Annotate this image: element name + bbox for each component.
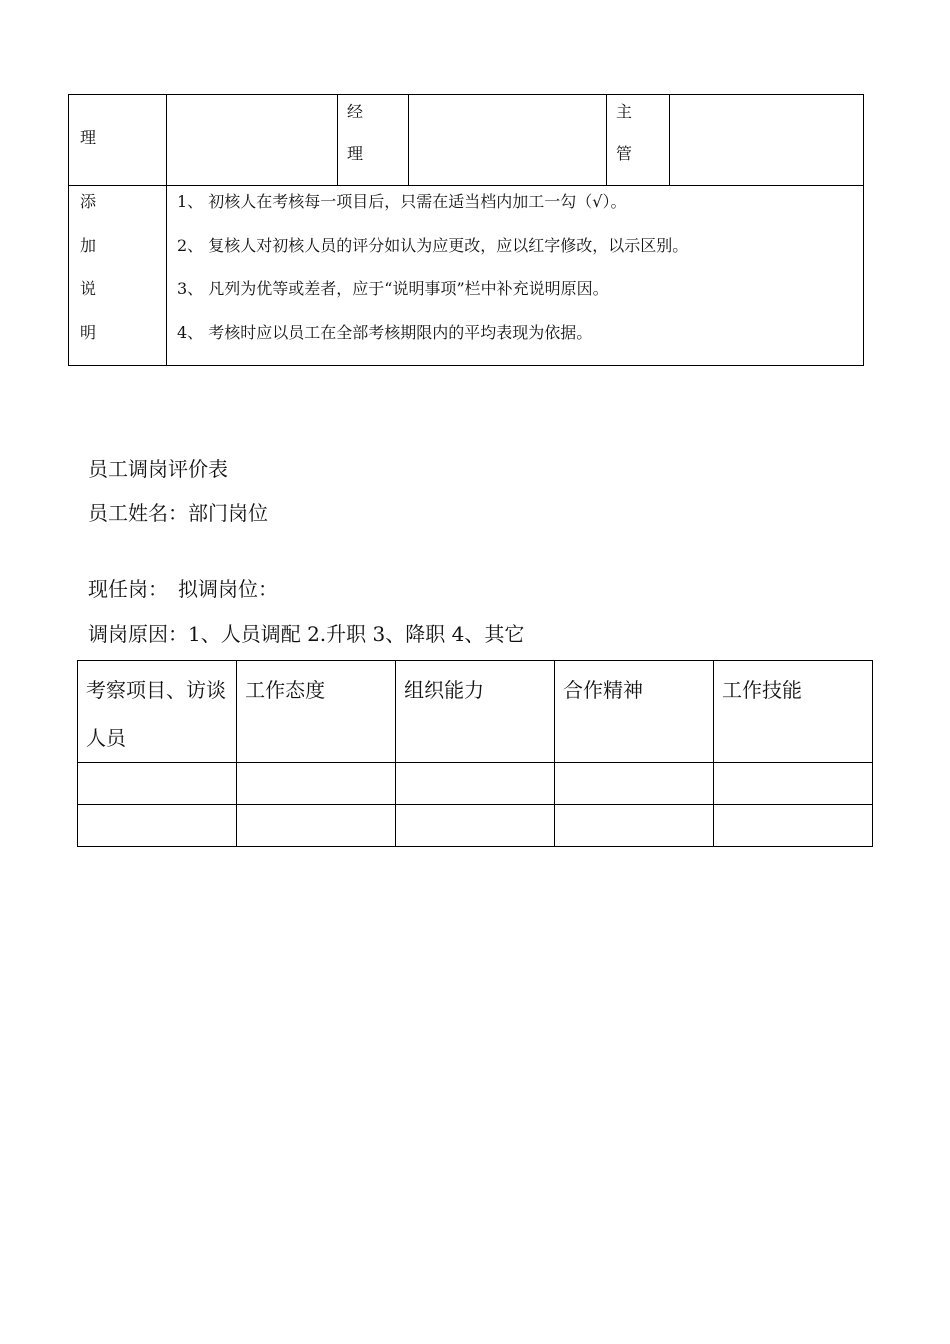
notes-row <box>69 186 864 366</box>
header-cell <box>78 661 237 763</box>
notes-label-char: 加 <box>80 235 97 255</box>
input-cell[interactable] <box>396 805 555 847</box>
note-item: 1、 初核人在考核每一项目后，只需在适当档内加工一勾（√）。 <box>177 192 627 211</box>
supervisor-label-char: 主 <box>616 102 633 121</box>
current-post-label: 现任岗： <box>88 577 168 601</box>
input-cell[interactable] <box>555 763 714 805</box>
input-cell[interactable] <box>237 763 396 805</box>
evaluation-table <box>77 660 873 847</box>
evaluation-row <box>78 805 873 847</box>
notes-label-char: 明 <box>80 322 97 342</box>
header-cell <box>555 661 714 763</box>
manager-signature-cell[interactable] <box>167 95 338 186</box>
header-work-skills: 工作技能 <box>721 678 802 702</box>
header-organization-ability: 组织能力 <box>404 678 485 702</box>
form-title: 员工调岗评价表 <box>88 457 228 481</box>
evaluation-row <box>78 763 873 805</box>
notes-label-char: 说 <box>80 279 97 298</box>
proposed-post-label: 拟调岗位： <box>178 577 278 601</box>
manager-row-label: 理 <box>80 128 97 147</box>
notes-label-cell <box>69 186 167 366</box>
evaluation-header-row <box>78 661 873 763</box>
supervisor-label-char: 管 <box>616 144 633 163</box>
input-cell[interactable] <box>78 763 237 805</box>
input-cell[interactable] <box>713 763 872 805</box>
manager-input-cell[interactable] <box>409 95 607 186</box>
note-item: 2、 复核人对初核人员的评分如认为应更改，应以红字修改，以示区别。 <box>177 235 689 255</box>
note-item: 3、 凡列为优等或差者，应于“说明事项”栏中补充说明原因。 <box>177 279 609 298</box>
manager-row-label-cell <box>69 95 167 186</box>
input-cell[interactable] <box>713 805 872 847</box>
input-cell[interactable] <box>555 805 714 847</box>
employee-name-line: 员工姓名：部门岗位 <box>88 501 268 525</box>
notes-content-cell <box>167 186 864 366</box>
manager-signature-row <box>69 95 864 186</box>
header-cell <box>396 661 555 763</box>
header-items-interviewers: 考察项目、访谈人员 <box>86 678 226 750</box>
transfer-reason-line: 调岗原因：1、人员调配 2.升职 3、降职 4、其它 <box>88 622 525 646</box>
input-cell[interactable] <box>396 763 555 805</box>
input-cell[interactable] <box>237 805 396 847</box>
header-teamwork: 合作精神 <box>563 678 644 702</box>
post-line <box>88 573 278 602</box>
header-cell <box>713 661 872 763</box>
notes-label-char: 添 <box>80 192 97 211</box>
note-item: 4、 考核时应以员工在全部考核期限内的平均表现为依据。 <box>177 322 593 342</box>
header-cell <box>237 661 396 763</box>
supervisor-input-cell[interactable] <box>670 95 864 186</box>
input-cell[interactable] <box>78 805 237 847</box>
manager-label-cell <box>338 95 409 186</box>
supervisor-label-cell <box>607 95 670 186</box>
assessment-notes-table <box>68 94 864 366</box>
manager-label-char: 经 <box>347 102 364 121</box>
header-work-attitude: 工作态度 <box>245 678 326 702</box>
manager-label-char: 理 <box>347 144 364 163</box>
